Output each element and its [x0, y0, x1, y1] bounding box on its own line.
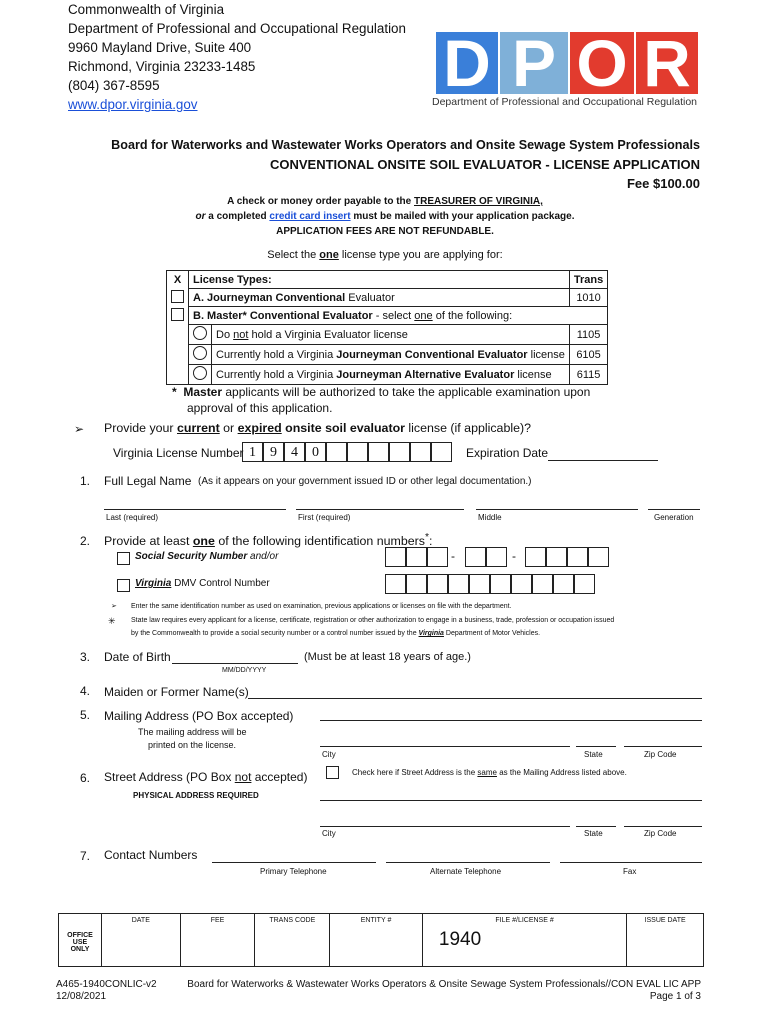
expired-text: expired [237, 421, 282, 435]
same-as-mailing-checkbox[interactable] [326, 766, 339, 779]
note-text: by the Commonwealth to provide a social security number or a control number issued by the [131, 630, 419, 637]
current-license-prompt [104, 421, 531, 435]
fax-label: Fax [623, 867, 637, 876]
agency-address-block [68, 0, 406, 114]
q4-number: 4. [80, 684, 91, 698]
dmv-checkbox[interactable] [117, 579, 130, 592]
treasurer-text: TREASURER OF VIRGINIA, [414, 196, 543, 207]
date-of-birth-input[interactable] [172, 663, 298, 664]
q6-number: 6. [80, 771, 91, 785]
footer-form-id: A465-1940CONLIC-v2 [56, 979, 157, 990]
master-note-line-2: approval of this application. [187, 401, 333, 415]
agency-line-1: Commonwealth of Virginia [68, 2, 225, 17]
opt-bold: Journeyman Conventional Evaluator [336, 348, 528, 361]
license-digit-cell[interactable] [326, 442, 347, 462]
q1-label: Full Legal Name [104, 474, 192, 488]
street-zip-input[interactable] [624, 826, 702, 827]
license-table-header [167, 271, 608, 289]
logo-letter-d: D [443, 26, 491, 100]
office-date-cell: DATE [101, 914, 180, 967]
physical-address-required: PHYSICAL ADDRESS REQUIRED [133, 791, 259, 800]
payment-text: a completed [205, 211, 270, 222]
street-zip-label: Zip Code [644, 829, 677, 838]
license-number-field[interactable] [242, 442, 452, 464]
opt-3-radio-cell [189, 365, 212, 385]
ssn-digit-cell[interactable] [588, 547, 609, 567]
q2-number: 2. [80, 534, 91, 548]
prompt-text: license (if applicable)? [404, 421, 532, 435]
check-same: same [477, 768, 497, 777]
q7-label: Contact Numbers [104, 848, 198, 862]
primary-phone-label: Primary Telephone [260, 867, 327, 876]
opt-1-radio-cell [189, 325, 212, 345]
select-one: one [319, 249, 339, 261]
or-text: or [195, 211, 206, 222]
ssn-digit-cell[interactable] [465, 547, 486, 567]
logo-letter-r: R [643, 26, 691, 100]
q7-number: 7. [80, 849, 91, 863]
license-digit-cell[interactable]: 4 [284, 442, 305, 462]
row-a-label: A. Journeyman Conventional [193, 291, 346, 304]
dpor-logo [430, 26, 702, 110]
license-digit-cell[interactable] [389, 442, 410, 462]
q6-text: Street Address (PO Box [104, 770, 235, 784]
license-digit-cell[interactable]: 9 [263, 442, 284, 462]
license-option-3 [167, 365, 608, 385]
license-option-1 [167, 325, 608, 345]
street-city-input[interactable] [320, 826, 570, 827]
dmv-digit-cell[interactable] [532, 574, 553, 594]
ssn-andor: and/or [247, 551, 279, 562]
license-type-table [166, 270, 608, 385]
mailing-note-1: The mailing address will be [138, 727, 247, 737]
row-b-one: one [414, 309, 433, 322]
fax-input[interactable] [560, 862, 702, 863]
form-title: CONVENTIONAL ONSITE SOIL EVALUATOR - LICENSE APPLICATION [270, 157, 700, 172]
opt-2-label [212, 345, 570, 365]
id-note-2b [131, 630, 540, 637]
mailing-city-input[interactable] [320, 746, 570, 747]
footer-form-id-block [56, 979, 157, 1003]
q1-note: (As it appears on your government issued ID or other legal documentation.) [198, 476, 532, 487]
current-text: current [177, 421, 220, 435]
check-text: as the Mailing Address listed above. [496, 768, 627, 777]
first-name-label: First (required) [298, 513, 351, 522]
logo-letter-o: O [576, 26, 628, 100]
q6-text: accepted) [251, 770, 308, 784]
option-3-radio[interactable] [193, 366, 207, 380]
last-name-label: Last (required) [106, 513, 159, 522]
payment-text: must be mailed with your application package. [350, 211, 575, 222]
asterisk-icon: * [424, 532, 429, 543]
middle-name-input[interactable] [476, 509, 638, 510]
mailing-zip-input[interactable] [624, 746, 702, 747]
office-use-cell [59, 914, 102, 967]
license-row-a [167, 289, 608, 307]
office-use-label: ONLY [70, 946, 90, 953]
license-digit-cell[interactable] [410, 442, 431, 462]
license-a-checkbox[interactable] [171, 290, 184, 303]
note-star-icon: ✳ [108, 616, 116, 626]
master-star: * [172, 385, 177, 399]
agency-line-4: Richmond, Virginia 23233-1485 [68, 59, 256, 74]
row-b-rest: - select [372, 309, 415, 322]
opt-text: Currently hold a Virginia [216, 368, 337, 381]
opt-not: not [233, 328, 249, 341]
office-trans-code-cell: TRANS CODE [255, 914, 330, 967]
alternate-phone-input[interactable] [386, 862, 550, 863]
q6-not: not [234, 770, 252, 784]
arrow-icon: ➢ [74, 422, 85, 436]
dmv-digit-cell[interactable] [448, 574, 469, 594]
license-digit-cell[interactable]: 0 [305, 442, 326, 462]
opt-2-radio-cell [189, 345, 212, 365]
mailing-address-line-1[interactable] [320, 720, 702, 721]
q6-label [104, 770, 307, 784]
ssn-label-text: Social Security Number [135, 551, 248, 562]
agency-line-2: Department of Professional and Occupational Regulation [68, 21, 406, 36]
agency-website-link[interactable]: www.dpor.virginia.gov [68, 97, 198, 112]
office-fee-cell: FEE [180, 914, 255, 967]
street-address-line-1[interactable] [320, 800, 702, 801]
opt-1-trans: 1105 [569, 325, 607, 345]
q4-label: Maiden or Former Name(s) [104, 685, 249, 699]
logo-letter-p: P [511, 26, 557, 100]
license-option-2 [167, 345, 608, 365]
board-title: Board for Waterworks and Wastewater Works Operators and Onsite Sewage System Professionals [111, 138, 700, 152]
row-a-trans: 1010 [569, 289, 607, 307]
expiration-date-label: Expiration Date [466, 446, 549, 460]
first-name-input[interactable] [296, 509, 464, 510]
office-file-license-cell [422, 914, 626, 967]
ssn-digit-cell[interactable] [567, 547, 588, 567]
opt-text: hold a Virginia Evaluator license [248, 328, 408, 341]
evaluator-text: onsite soil evaluator [281, 421, 405, 435]
footer-page-number: Page 1 of 3 [649, 991, 701, 1002]
alternate-phone-label: Alternate Telephone [430, 867, 502, 876]
ssn-digit-cell[interactable] [525, 547, 546, 567]
dmv-label-text: DMV Control Number [171, 578, 270, 589]
dmv-digit-cell[interactable] [427, 574, 448, 594]
expiration-date-input[interactable] [548, 460, 658, 461]
id-note-1: Enter the same identification number as used on examination, previous applications or licenses on file with the department. [131, 603, 512, 610]
option-1-radio[interactable] [193, 326, 207, 340]
q3-label: Date of Birth [104, 650, 171, 664]
note-arrow-icon: ➢ [111, 603, 117, 610]
q2-text: Provide at least [104, 534, 193, 549]
credit-card-insert-link[interactable]: credit card insert [269, 211, 351, 222]
license-digit-cell[interactable] [368, 442, 389, 462]
dmv-digit-cell[interactable] [385, 574, 406, 594]
office-entity-cell: ENTITY # [330, 914, 423, 967]
file-license-value: 1940 [438, 929, 482, 950]
prompt-text: or [219, 421, 238, 435]
opt-text: Do [216, 328, 234, 341]
option-2-radio[interactable] [193, 346, 207, 360]
same-as-mailing-label [352, 768, 627, 777]
mailing-state-label: State [584, 750, 603, 759]
ssn-dash: - [451, 549, 455, 563]
payment-line-2 [0, 211, 770, 222]
mailing-note-2: printed on the license. [148, 740, 237, 750]
agency-phone: (804) 367-8595 [68, 78, 160, 93]
dmv-digit-cell[interactable] [553, 574, 574, 594]
street-city-label: City [322, 829, 336, 838]
id-note-2a: State law requires every applicant for a license, certificate, registration or other authorization to engage in a business, trade, profession or occupation issued [131, 617, 615, 624]
ssn-field-last4[interactable] [525, 547, 609, 569]
fee-amount: Fee $100.00 [626, 176, 700, 191]
street-state-input[interactable] [576, 826, 616, 827]
file-license-label: FILE #/LICENSE # [495, 917, 554, 924]
master-bold: Master [183, 385, 223, 399]
select-text: license type you are applying for: [338, 249, 503, 261]
dmv-digit-cell[interactable] [469, 574, 490, 594]
license-digit-cell[interactable] [431, 442, 452, 462]
footer-right-block [187, 979, 701, 1003]
license-b-checkbox[interactable] [171, 308, 184, 321]
dmv-field[interactable] [385, 574, 609, 596]
license-row-b [167, 307, 608, 325]
row-a-check-cell [167, 289, 189, 307]
payment-line-1 [0, 196, 770, 207]
logo-tagline: Department of Professional and Occupational Regulation [432, 96, 697, 108]
ssn-digit-cell[interactable] [427, 547, 448, 567]
opt-bold: Journeyman Alternative Evaluator [336, 368, 515, 381]
q2-one: one [192, 534, 215, 549]
opt-text: Currently hold a Virginia [216, 348, 337, 361]
dmv-digit-cell[interactable] [490, 574, 511, 594]
middle-name-label: Middle [478, 513, 502, 522]
opt-spacer [167, 325, 189, 345]
license-digit-cell[interactable] [347, 442, 368, 462]
payment-text: A check or money order payable to the [227, 196, 414, 207]
ssn-digit-cell[interactable] [406, 547, 427, 567]
opt-3-label [212, 365, 570, 385]
mailing-city-label: City [322, 750, 336, 759]
office-issue-date-cell: ISSUE DATE [627, 914, 704, 967]
dob-format: MM/DD/YYYY [222, 667, 267, 674]
note-text: Department of Motor Vehicles. [443, 630, 541, 637]
row-b-rest: of the following: [432, 309, 513, 322]
license-number-label: Virginia License Number [113, 446, 244, 460]
q3-number: 3. [80, 650, 91, 664]
q1-number: 1. [80, 474, 91, 488]
ssn-digit-cell[interactable] [385, 547, 406, 567]
office-use-label: USE [72, 939, 88, 946]
generation-input[interactable] [648, 509, 700, 510]
opt-1-label [212, 325, 570, 345]
mailing-state-input[interactable] [576, 746, 616, 747]
ssn-dash: - [512, 549, 516, 563]
opt-text: license [514, 368, 552, 381]
last-name-input[interactable] [104, 509, 286, 510]
col-license-types: License Types: [189, 271, 570, 289]
footer-board: Board for Waterworks & Wastewater Works Operators & Onsite Sewage System Professionals//CON EVAL LIC APP [187, 979, 701, 990]
row-a-label-rest: Evaluator [345, 291, 395, 304]
q2-colon: : [429, 534, 433, 549]
street-state-label: State [584, 829, 603, 838]
col-x: X [167, 271, 189, 289]
q5-number: 5. [80, 708, 91, 722]
master-text: applicants will be authorized to take the applicable examination upon [222, 385, 591, 399]
office-use-table [58, 913, 704, 967]
opt-text: license [527, 348, 565, 361]
primary-phone-input[interactable] [212, 862, 376, 863]
dmv-digit-cell[interactable] [574, 574, 595, 594]
row-b-label: B. Master* Conventional Evaluator [193, 309, 373, 322]
generation-label: Generation [654, 513, 694, 522]
ssn-checkbox[interactable] [117, 552, 130, 565]
ssn-label [135, 551, 278, 562]
mailing-zip-label: Zip Code [644, 750, 677, 759]
dmv-digit-cell[interactable] [511, 574, 532, 594]
payment-line-3: APPLICATION FEES ARE NOT REFUNDABLE. [276, 226, 494, 237]
prompt-text: Provide your [104, 421, 178, 435]
footer-date: 12/08/2021 [56, 991, 107, 1002]
office-use-label: OFFICE [67, 932, 93, 939]
opt-spacer [167, 345, 189, 365]
maiden-name-input[interactable] [248, 698, 702, 699]
q2-text: of the following identification numbers [214, 534, 425, 549]
check-text: Check here if Street Address is the [352, 768, 478, 777]
dmv-label [135, 578, 270, 589]
col-trans: Trans [569, 271, 607, 289]
opt-3-trans: 6115 [569, 365, 607, 385]
q5-label: Mailing Address (PO Box accepted) [104, 709, 294, 723]
opt-2-trans: 6105 [569, 345, 607, 365]
dmv-virginia: Virginia [135, 578, 172, 589]
ssn-digit-cell[interactable] [546, 547, 567, 567]
select-instruction [0, 249, 770, 261]
q2-label [104, 532, 432, 548]
row-b-check-cell [167, 307, 189, 325]
license-digit-cell[interactable]: 1 [242, 442, 263, 462]
dob-note: (Must be at least 18 years of age.) [304, 651, 471, 663]
master-note [172, 385, 600, 400]
dmv-digit-cell[interactable] [406, 574, 427, 594]
row-a-label-cell [189, 289, 570, 307]
row-b-label-cell [189, 307, 608, 325]
agency-line-3: 9960 Mayland Drive, Suite 400 [68, 40, 252, 55]
select-text: Select the [267, 249, 320, 261]
ssn-digit-cell[interactable] [486, 547, 507, 567]
opt-spacer [167, 365, 189, 385]
note-virginia: Virginia [418, 630, 444, 637]
